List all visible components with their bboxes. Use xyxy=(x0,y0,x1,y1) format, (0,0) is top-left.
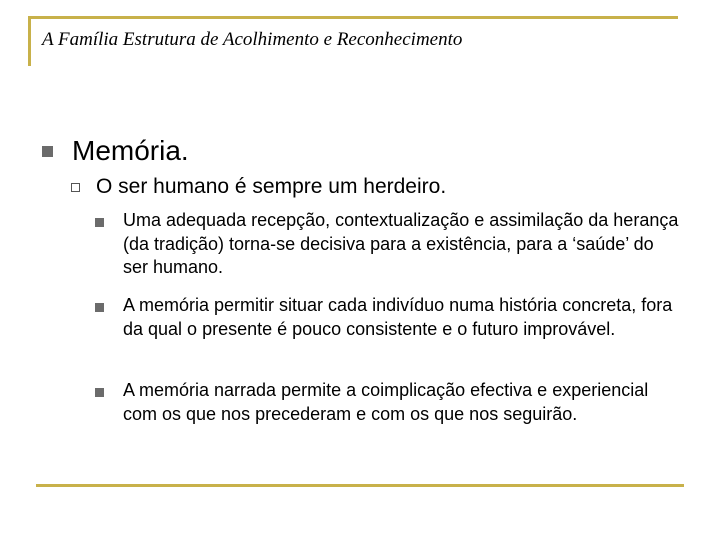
bullet-point-memoria-narrada: A memória narrada permite a coimplicação efectiva e experiencial com os que nos precederam e com os que nos seguirão. xyxy=(123,380,649,424)
heading-memoria: Memória. xyxy=(72,135,189,166)
square-bullet-icon xyxy=(95,303,104,312)
square-bullet-icon xyxy=(42,146,53,157)
top-accent-rule xyxy=(30,16,678,19)
bullet-point-memoria-situar: A memória permitir situar cada indivíduo numa história concreta, fora da qual o presente é pouco consistente e o futuro improvável. xyxy=(123,295,673,339)
square-bullet-icon xyxy=(95,388,104,397)
slide-title: A Família Estrutura de Acolhimento e Reconhecimento xyxy=(42,29,463,50)
subheading-herdeiro: O ser humano é sempre um herdeiro. xyxy=(96,175,447,198)
hollow-square-bullet-icon xyxy=(71,183,80,192)
left-accent-rule xyxy=(28,16,31,66)
bullet-point-recepcao: Uma adequada recepção, contextualização e assimilação da herança (da tradição) torna-se decisiva para a existência, para a ‘saúde’ do ser humano. xyxy=(123,210,679,277)
bottom-accent-rule xyxy=(36,484,684,487)
square-bullet-icon xyxy=(95,218,104,227)
